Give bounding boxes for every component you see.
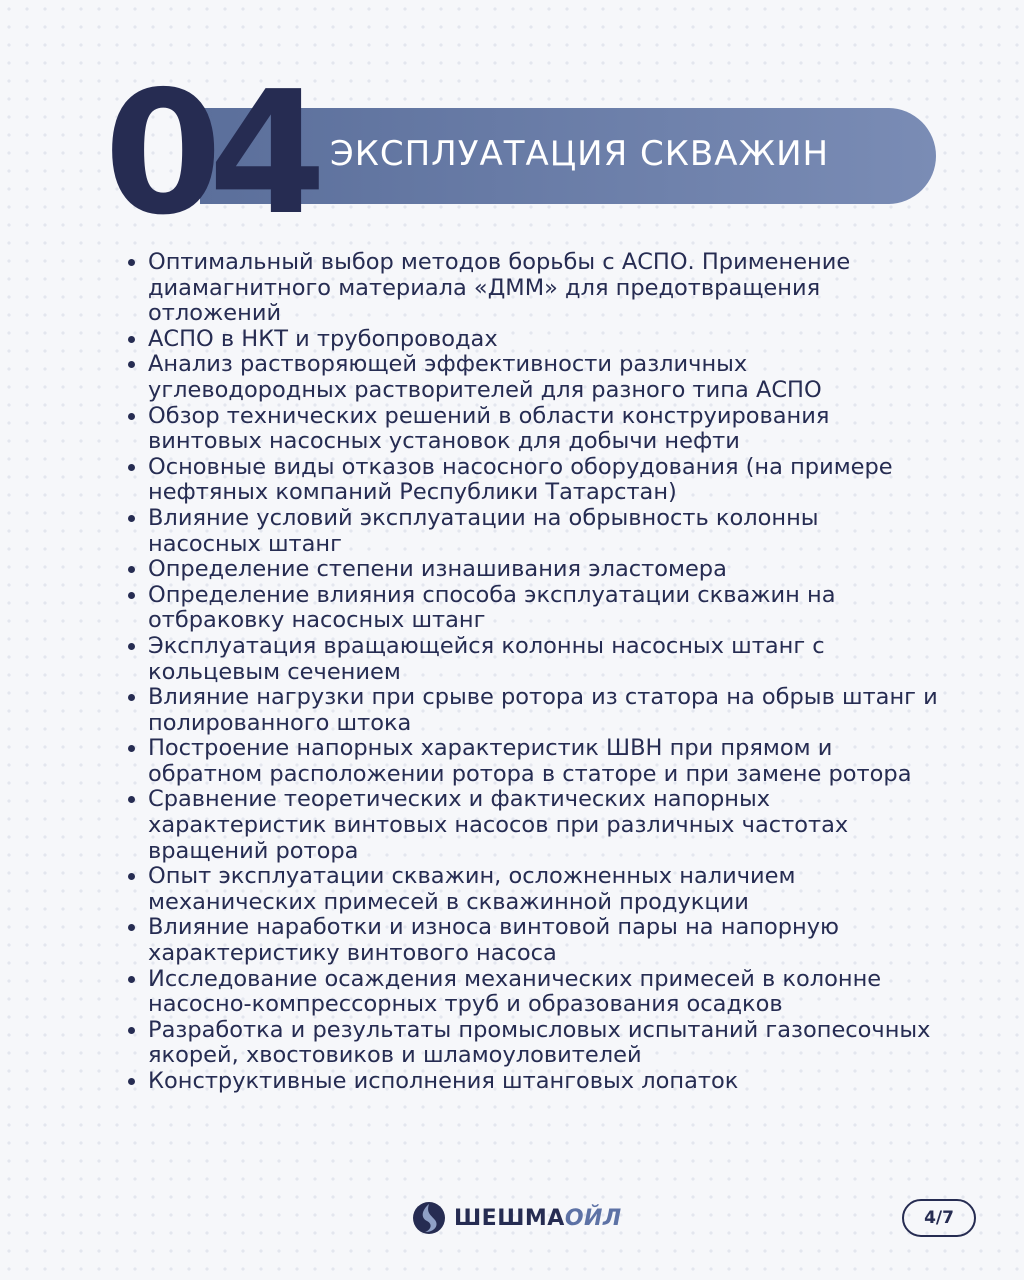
topic-item: • Основные виды отказов насосного оборудования (на примере нефтяных компаний Республики Татарстан) bbox=[148, 455, 938, 506]
drop-icon bbox=[412, 1201, 446, 1235]
topic-item: • Разработка и результаты промысловых испытаний газопесочных якорей, хвостовиков и шламоуловителей bbox=[148, 1018, 938, 1069]
section-number: 04 bbox=[104, 55, 313, 253]
topic-item: • Оптимальный выбор методов борьбы с АСПО. Применение диамагнитного материала «ДММ» для предотвращения отложений bbox=[148, 250, 938, 327]
logo-text-main: ШЕШМА bbox=[454, 1205, 565, 1231]
topic-item: • Определение влияния способа эксплуатации скважин на отбраковку насосных штанг bbox=[148, 583, 938, 634]
topic-item: • Исследование осаждения механических примесей в колонне насосно-компрессорных труб и образования осадков bbox=[148, 967, 938, 1018]
topic-item: • Конструктивные исполнения штанговых лопаток bbox=[148, 1069, 938, 1095]
topic-item: • Определение степени изнашивания эластомера bbox=[148, 557, 938, 583]
topic-item: • Построение напорных характеристик ШВН при прямом и обратном расположении ротора в статоре и при замене ротора bbox=[148, 736, 938, 787]
company-logo bbox=[412, 1198, 622, 1238]
topic-item: • Влияние условий эксплуатации на обрывность колонны насосных штанг bbox=[148, 506, 938, 557]
topic-list bbox=[122, 250, 938, 1095]
topic-item: • Влияние нагрузки при срыве ротора из статора на обрыв штанг и полированного штока bbox=[148, 685, 938, 736]
topic-item: • Анализ растворяющей эффективности различных углеводородных растворителей для разного типа АСПО bbox=[148, 352, 938, 403]
topic-item: • Опыт эксплуатации скважин, осложненных наличием механических примесей в скважинной продукции bbox=[148, 864, 938, 915]
section-title: ЭКСПЛУАТАЦИЯ СКВАЖИН bbox=[330, 134, 830, 174]
logo-text-accent: ОЙЛ bbox=[564, 1205, 622, 1231]
topic-item: • Обзор технических решений в области конструирования винтовых насосных установок для добычи нефти bbox=[148, 404, 938, 455]
page-indicator: 4/7 bbox=[902, 1199, 976, 1237]
topic-item: • Эксплуатация вращающейся колонны насосных штанг с кольцевым сечением bbox=[148, 634, 938, 685]
topic-item: • АСПО в НКТ и трубопроводах bbox=[148, 327, 938, 353]
topic-item: • Влияние наработки и износа винтовой пары на напорную характеристику винтового насоса bbox=[148, 915, 938, 966]
logo-wordmark bbox=[454, 1206, 622, 1231]
topic-item: • Сравнение теоретических и фактических напорных характеристик винтовых насосов при различных частотах вращений ротора bbox=[148, 787, 938, 864]
